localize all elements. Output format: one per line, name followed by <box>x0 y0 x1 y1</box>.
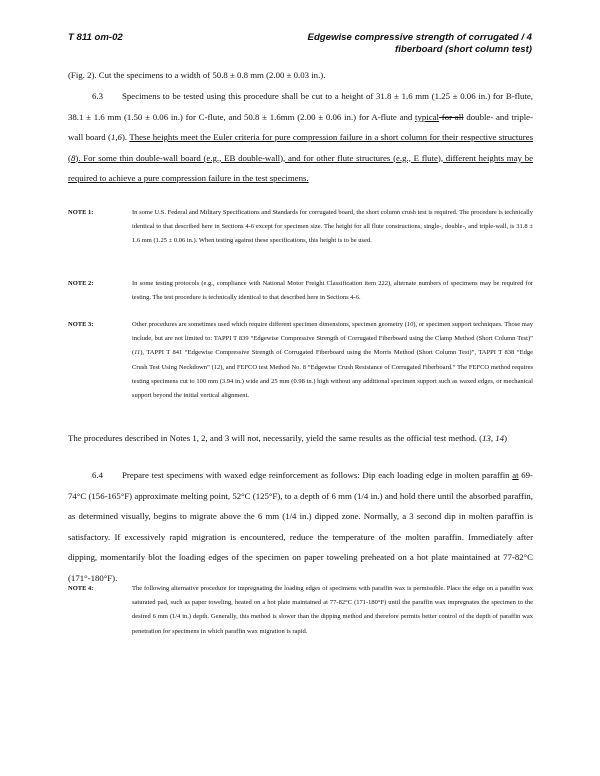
section-text: 69-74°C (156-165°F) approximate melting point, 52°C (125°F), to a depth of 6 mm (1/4 in.) and hold there until the absorbed paraffin, as determined visually, begins to migrate above the 6 mm (1/4 in.) dipped zone. Normally, a 3 second dip in molten paraffin is satisfactory. If excessively rapid migration is encountered, reduce the temperature of the molten paraffin. Immediately after dipping, momentarily blot the loading edges of the specimen on paper toweling preheated on a hot plate maintained at 77-82°C (171°-180°F). <box>68 470 533 583</box>
note-label: NOTE 3: <box>68 321 94 328</box>
note-text-part: ), TAPPI T 841 “Edgewise Compressive Strength of Corrugated Fiberboard using the Morris Method (Short Column Test)”, TAPPI T 838 “Edge Crush Test Using Neckdown” ( <box>132 349 533 371</box>
section-text: double- and triple-wall board ( <box>68 111 533 142</box>
reference: 11 <box>134 349 141 357</box>
header-doc-title <box>308 32 532 56</box>
reference: 13, 14 <box>482 433 505 443</box>
note-3 <box>68 318 533 403</box>
note-label: NOTE 4: <box>68 585 94 592</box>
paragraph-procedures <box>68 428 533 449</box>
paragraph-fig-2: (Fig. 2). Cut the specimens to a width of 50.8 ± 0.8 mm (2.00 ± 0.03 in.). <box>68 70 326 80</box>
note-2 <box>68 277 533 305</box>
section-text: Specimens to be tested using this procedure shall be cut to a height of 31.8 ± 1.6 mm (1.25 ± 0.06 in.) for B-flute, 38.1 ± 1.6 mm (1.50 ± 0.06 in.) for C-flute, and 50.8 ± 1.6mm (2.00 ± 0.06 in.) for A-flute and <box>68 91 533 122</box>
paragraph-text: The procedures described in Notes 1, 2, and 3 will not, necessarily, yield the same results as the official test method. ( <box>68 433 483 443</box>
note-text-part: Other procedures are sometimes used which require different specimen dimensions, specimen geometry ( <box>132 321 407 328</box>
header-title-line-1: Edgewise compressive strength of corrugated / 4 <box>307 32 532 43</box>
note-text-part: ), or specimen support techniques. Those may include, but are not limited to: TAPPI T 839 “Edgewise Compressive Strength of Corrugated Fiberboard using the Clamp Method (Short Column Test)” ( <box>132 321 533 357</box>
note-text: The following alternative procedure for impregnating the loading edges of specimens with paraffin wax is permissible. Place the edge on a paraffin wax saturated pad, such as paper toweling, heated on a hot plate maintained at 77-82°C (171-180°F) until the paraffin wax impregnates the specimen to the desired 6 mm (1/4 in.) depth. Generally, this method is slower than the dipping method and therefore permits better control of the depth of paraffin wax penetration for specimens in which paraffin wax migration is rapid. <box>132 585 533 635</box>
inserted-text: at <box>512 470 519 480</box>
note-text: In some testing protocols (e.g., compliance with National Motor Freight Classification item 222), alternate numbers of specimens may be required for testing. The test procedure is technically identical to that described here in Sections 4-6. <box>132 280 533 302</box>
header-title-line-2: fiberboard (short column test) <box>395 44 532 55</box>
section-6-3 <box>68 86 533 189</box>
inserted-text: typical <box>415 111 439 122</box>
deleted-text: for all <box>439 111 464 122</box>
section-6-4 <box>68 465 533 588</box>
inserted-text: ). For some thin double-wall board (e.g., EB double-wall), and for other flute structures (e.g., E flute), different heights may be required to achieve a pure compression failure in the test specimens. <box>68 152 533 183</box>
section-text: ). <box>121 132 130 142</box>
note-4 <box>68 582 533 639</box>
note-1 <box>68 206 533 249</box>
header-doc-number: T 811 om-02 <box>68 32 123 43</box>
note-text <box>132 318 533 403</box>
note-label: NOTE 1: <box>68 209 94 216</box>
reference: 1,6 <box>110 132 122 142</box>
reference: 10 <box>406 321 414 328</box>
section-number: 6.3 <box>92 91 103 101</box>
inserted-text: These heights meet the Euler criteria for pure compression failure in a short column for their respective structures ( <box>68 132 533 163</box>
note-text: In some U.S. Federal and Military Specifications and Standards for corrugated board, the short column crush test is required. The procedure is technically identical to that described here in Sections 4-6 except for specimen size. The height for all flute constructions, single-, double-, and triple-wall, is 31.8 ± 1.6 mm (1.25 ± 0.06 in.). When testing against these specifications, this height is to be used. <box>132 209 533 245</box>
note-label: NOTE 2: <box>68 280 94 287</box>
reference: 8 <box>70 152 76 163</box>
note-text-part: ), and FEFCO test Method No. 8 “Edgewise Crush Resistance of Corrugated Fiberboard.” The FEFCO method requires testing specimens cut to 100 mm (3.94 in.) wide and 25 mm (0.98 in.) high without any additional specimen support such as waxed edges, or mechanical support beyond the initial vertical alignment. <box>132 363 533 400</box>
section-text: Prepare test specimens with waxed edge reinforcement as follows: Dip each loading edge in molten paraffin <box>122 470 513 480</box>
paragraph-text: ) <box>504 433 508 443</box>
section-number: 6.4 <box>92 470 103 480</box>
reference: 12 <box>213 363 221 371</box>
